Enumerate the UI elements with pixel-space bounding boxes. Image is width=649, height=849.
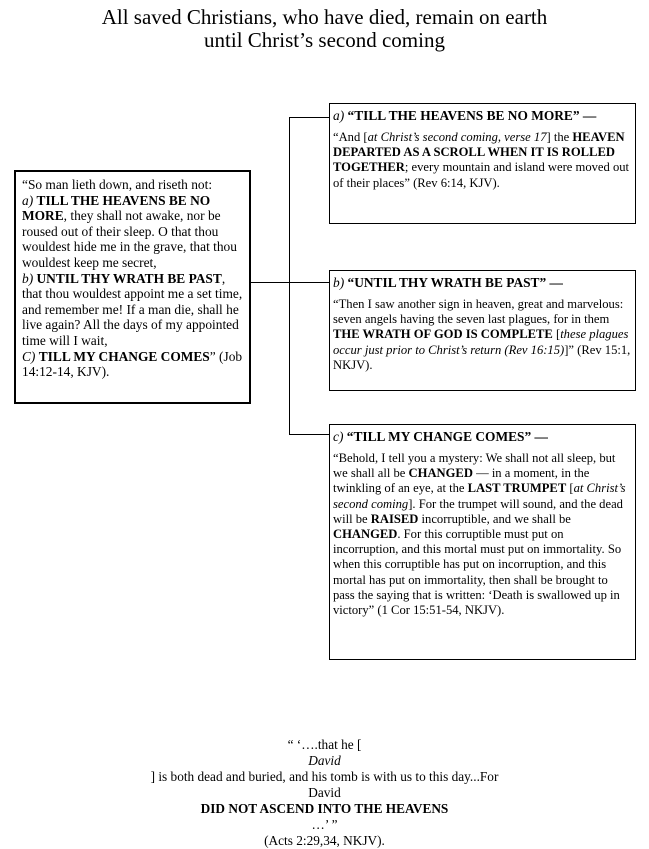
point-b-marker: b) (22, 270, 37, 286)
acts-text-4: …’ ” (311, 817, 338, 832)
box-b-body (333, 297, 631, 373)
box-a-text-1: “And [ (333, 130, 368, 144)
box-c-text-4: ]. For the trumpet will sound, and the dead will be (333, 496, 623, 526)
box-b-text-1: “Then I saw another sign in heaven, great and marvelous: seven angels having the seven last plagues, for in them (333, 297, 624, 327)
box-c-bold-4: CHANGED (333, 527, 398, 542)
box-c-italic: at Christ’s second coming (333, 481, 626, 511)
acts-quote-line-1 (60, 737, 589, 785)
box-a-text-3: ; every mountain and island were moved out of their places” (Rev 6:14, KJV). (333, 160, 630, 190)
box-a-text-2: ] the (546, 130, 573, 144)
page-title (0, 6, 649, 52)
box-c-marker: c) (333, 429, 347, 444)
acts-italic: David (308, 753, 341, 768)
connector-c (289, 434, 330, 435)
job-quote-intro: “So man lieth down, and riseth not: (22, 177, 213, 192)
point-c-rest: ” (Job 14:12-14, KJV). (22, 348, 243, 380)
acts-text-3: David (308, 785, 341, 800)
box-c-bold-2: LAST TRUMPET (467, 481, 567, 496)
point-c-marker: C) (22, 348, 39, 364)
box-a-italic: at Christ’s second coming, verse 17 (367, 130, 547, 144)
acts-bold: DID NOT ASCEND INTO THE HEAVENS (200, 801, 449, 816)
box-c-text-6: . For this corruptible must put on incorruption, and this mortal must put on immortality. So when this corruptible has put on incorruption, and this mortal has put on immortality, then shall be brought to pass the saying that is written: ‘Death is swallowed up in victory” (1 Cor 15:51-54, NKJV). (333, 527, 622, 618)
box-b-title: “UNTIL THY WRATH BE PAST” — (347, 275, 563, 290)
box-c-heading (333, 429, 631, 445)
point-a-rest: , they shall not awake, nor be roused out of their sleep. O that thou wouldest hide me in the grave, that thou wouldest keep me secret, (22, 208, 237, 270)
box-b-heading (333, 275, 631, 291)
point-a-marker: a) (22, 192, 37, 208)
box-b-wrath (329, 270, 636, 391)
box-a-title: “TILL THE HEAVENS BE NO MORE” — (347, 108, 597, 123)
box-a-body (333, 130, 631, 191)
box-c-text-1: “Behold, I tell you a mystery: We shall not all sleep, but we shall all be (333, 451, 616, 481)
connector-trunk (289, 117, 290, 435)
box-c-title: “TILL MY CHANGE COMES” — (346, 429, 548, 444)
acts-quote-line-3: (Acts 2:29,34, NKJV). (264, 833, 385, 848)
job-quote-box (14, 170, 251, 404)
box-b-text-2: [ (552, 327, 561, 342)
acts-text-2: ] is both dead and buried, and his tomb is with us to this day...For (150, 769, 499, 784)
box-c-bold-1: CHANGED (408, 466, 473, 481)
box-a-heading (333, 108, 631, 124)
point-b-text: UNTIL THY WRATH BE PAST (36, 270, 222, 286)
title-line-2: until Christ’s second coming (204, 28, 445, 52)
box-b-bold: THE WRATH OF GOD IS COMPLETE (333, 327, 553, 342)
box-c-text-3: [ (566, 481, 574, 496)
title-line-1: All saved Christians, who have died, remain on earth (101, 5, 548, 29)
box-a-marker: a) (333, 108, 348, 123)
box-c-text-5: incorruptible, and we shall be (418, 511, 571, 526)
box-b-marker: b) (333, 275, 348, 290)
box-b-italic: these plagues occur just prior to Christ’s return (Rev 16:15) (333, 327, 629, 357)
connector-b (251, 282, 330, 283)
point-c-text: TILL MY CHANGE COMES (38, 348, 210, 364)
box-a-heavens (329, 103, 636, 224)
acts-quote-line-2 (60, 785, 589, 833)
point-a-text: TILL THE HEAVENS BE NO MORE (22, 192, 211, 224)
box-b-text-3: ]” (Rev 15:1, NKJV). (333, 342, 631, 372)
point-b-rest: , that thou wouldest appoint me a set time, and remember me! If a man die, shall he live again? All the days of my appointed time will I wait, (22, 270, 243, 348)
box-c-bold-3: RAISED (370, 511, 419, 526)
acts-quote (60, 737, 589, 849)
box-c-change (329, 424, 636, 660)
connector-a (289, 117, 330, 118)
box-c-text-2: — in a moment, in the twinkling of an eye, at the (333, 466, 590, 496)
box-a-bold: HEAVEN DEPARTED AS A SCROLL WHEN IT IS ROLLED TOGETHER (333, 130, 625, 175)
acts-text-1: “ ‘….that he [ (287, 737, 362, 752)
box-c-body (333, 451, 631, 618)
